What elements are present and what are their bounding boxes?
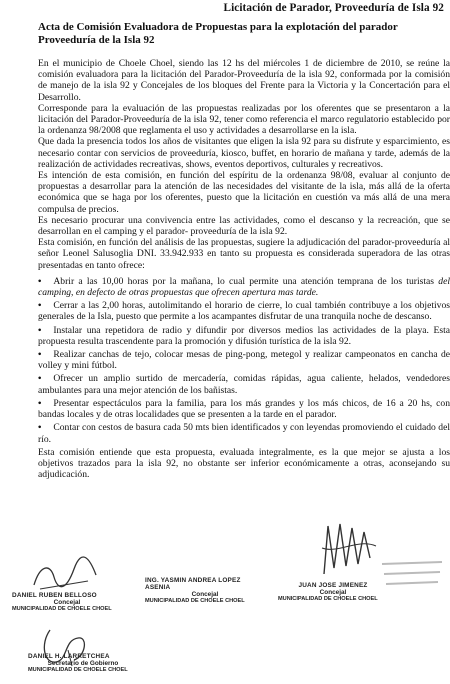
- document-title: Acta de Comisión Evaluadora de Propuestas para la explotación del parador Proveeduría de la Isla 92: [38, 21, 398, 46]
- list-item: [38, 398, 450, 420]
- document-body: [38, 58, 450, 480]
- signatory-org: MUNICIPALIDAD DE CHOELE CHOEL: [145, 598, 245, 604]
- signature-block: [12, 592, 122, 612]
- paragraph: En el municipio de Choele Choel, siendo las 12 hs del miércoles 1 de diciembre de 2010, se reúne la comisión evaluadora para la licitación del Parador-Proveeduría de la isla 92, conformada por la comisión de manejo de la isla 92 y Concejales de los bloques del Frente para la Victoria y la Concertación para el Desarrollo.: [38, 58, 450, 103]
- signatory-role: Concejal: [53, 599, 81, 606]
- bullet-icon: •: [38, 397, 42, 409]
- signatory-role: Concejal: [319, 589, 347, 596]
- bullet-icon: •: [38, 275, 42, 287]
- signatory-org: MUNICIPALIDAD DE CHOELE CHOEL: [12, 606, 112, 612]
- signatory-name: DANIEL RUBEN BELLOSO: [12, 592, 97, 599]
- signature-block: [145, 577, 265, 604]
- paragraph: Esta comisión, en función del análisis de las propuestas, sugiere la adjudicación del parador-proveeduría al señor Leonel Salusoglia DNI. 33.942.933 en tanto su propuesta es considerada superadora de las otras presentadas en tanto ofrece:: [38, 237, 450, 271]
- signature-scribble-belloso: [30, 555, 100, 595]
- list-item-text: Realizar canchas de tejo, colocar mesas de ping-pong, metegol y realizar campeonatos en cancha de volley y mini fútbol.: [38, 349, 450, 372]
- list-item: [38, 325, 450, 347]
- signature-block: [28, 653, 138, 673]
- bullet-icon: •: [38, 422, 42, 434]
- bullet-icon: •: [38, 300, 42, 312]
- signatory-role: Concejal: [191, 591, 219, 598]
- signatory-org: MUNICIPALIDAD DE CHOELE CHOEL: [28, 667, 128, 673]
- header-title: Licitación de Parador, Proveeduría de Isla 92: [223, 2, 444, 14]
- signatory-name: JUAN JOSE JIMENEZ: [298, 582, 368, 589]
- closing-paragraph: Esta comisión entiende que esta propuesta, evaluada integralmente, es la que mejor se ajusta a los objetivos trazados para la isla 92, no obstante ser inferior económicamente a otras, aconsejando su adjudicación.: [38, 446, 450, 481]
- paragraph: Corresponde para la evaluación de las propuestas realizadas por los oferentes que se presentaron a la licitación del Parador-Proveeduría de la isla 92, tener como referencia el marco regulatorio establecido por la ordenanza 98/2008 que reglamenta el uso y actividades a desarrollarse en la isla.: [38, 102, 450, 137]
- list-item-text: Abrir a las 10,00 horas por la mañana, lo cual permite una atención temprana de los turistas: [53, 275, 439, 287]
- signatory-role: Secretario de Gobierno: [47, 660, 119, 667]
- paragraph: Es necesario procurar una convivencia entre las actividades, como el descanso y la recreación, que se desarrollan en el camping y el parador- proveeduría de la isla 92.: [38, 214, 450, 238]
- list-item: [38, 422, 450, 444]
- signature-scribble-jimenez: [318, 518, 378, 578]
- list-item: [38, 300, 450, 322]
- paragraph: Que dada la presencia todos los años de visitantes que eligen la isla 92 para su disfrute y esparcimiento, es necesario contar con servicios de proveeduría, kiosco, buffet, en horario de mañana y tarde, además de la realización de actividades recreativas, shows, eventos deportivos, culturales y recreativos.: [38, 136, 450, 170]
- paragraph: Es intención de esta comisión, en función del espíritu de la ordenanza 98/08, evaluar al conjunto de propuestas a desarrollar para la atención de las necesidades del visitante de la isla, más allá de la oferta económica que se haga por los oferentes, puesto que la licitación en cuestión va más allá de una mera compulsa de precios.: [38, 170, 450, 215]
- signatory-name: ING. YASMIN ANDREA LOPEZ ASENIA: [145, 577, 241, 591]
- signatory-org: MUNICIPALIDAD DE CHOELE CHOEL: [278, 596, 378, 602]
- list-item-text: Cerrar a las 2,00 horas, autolimitando el horario de cierre, lo cual también contribuye a los objetivos generales de la Isla, puesto que permite a los acampantes disfrutar de una tranquila noche de descanso.: [38, 300, 450, 323]
- bullet-icon: •: [38, 324, 42, 336]
- faded-stamp: [380, 558, 444, 588]
- bullet-icon: •: [38, 373, 42, 385]
- list-item-text-italic: del camping, en defecto de otras propuestas que ofrecen apertura mas tarde.: [38, 275, 450, 299]
- signatory-name: DANIEL H. LARRETCHEA: [28, 653, 110, 660]
- list-item-text: Presentar espectáculos para la familia, para los más grandes y los más chicos, de 16 a 20 hs, con bandas locales y de otras localidades que se presenten a la tarde en el parador.: [38, 397, 450, 421]
- list-item: [38, 276, 450, 298]
- list-item: [38, 373, 450, 395]
- list-item-text: Instalar una repetidora de radio y difundir por diversos medios las actividades de la playa. Esta propuesta resulta trascendente para la promoción y difusión turística de la isla 92.: [38, 324, 450, 347]
- bullet-icon: •: [38, 349, 42, 361]
- list-item: [38, 349, 450, 371]
- list-item-text: Contar con cestos de basura cada 50 mts bien identificados y con leyendas promoviendo el cuidado del río.: [38, 422, 450, 445]
- offer-list: [38, 276, 450, 445]
- signature-block: [278, 582, 388, 602]
- list-item-text: Ofrecer un amplio surtido de mercadería, comidas rápidas, agua caliente, helados, vendedores ambulantes para una mejor atención de los bañistas.: [38, 373, 450, 396]
